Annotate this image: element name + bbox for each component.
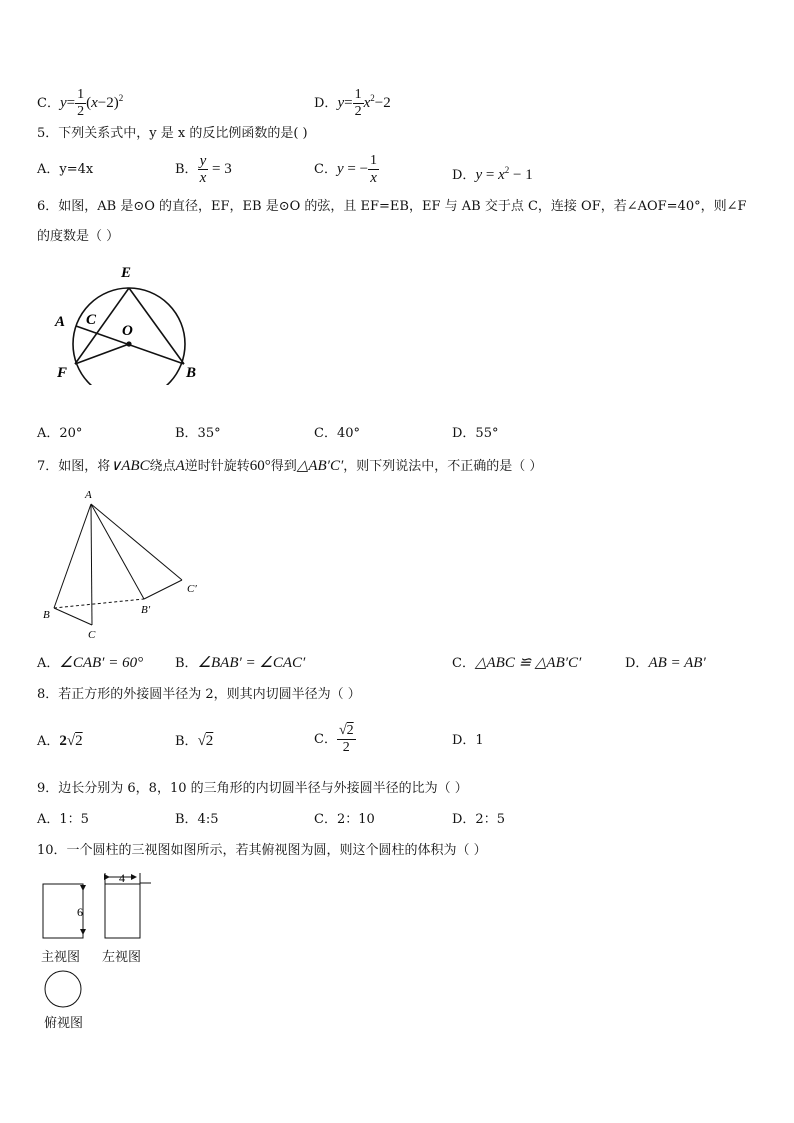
q6-label-c: C <box>86 312 97 328</box>
q5-option-a[interactable]: A．y=4x <box>37 162 94 177</box>
q6-stem-line2: 的度数是（ ） <box>37 229 120 244</box>
q7-label-c1: C′ <box>187 583 197 595</box>
q4-d-fraction: $\frac{1}{2}$ <box>354 87 362 119</box>
q4-option-c[interactable]: C．y= $\frac{1}{2}$ $(x-2)^2$ <box>37 87 124 119</box>
q9-option-d[interactable]: D．2：5 <box>452 812 505 827</box>
q6-option-a[interactable]: A．20° <box>37 426 83 441</box>
q5-option-d-label: D． <box>452 168 476 183</box>
q5-option-d[interactable]: D．$y = x^2 - 1$ <box>452 165 533 183</box>
q6-label-e: E <box>121 265 132 281</box>
q7-label-c: C <box>88 629 96 641</box>
q4-option-d[interactable]: D．y= $\frac{1}{2}$ $x^2-2$ <box>314 87 391 119</box>
q5-option-b-label: B． <box>175 162 198 177</box>
q7-option-c-expr: △ABC ≌ △AB′C′ <box>474 655 582 671</box>
q7-option-a-expr: ∠CAB′ = 60° <box>59 655 144 671</box>
q6-stem-line1: 6．如图，AB 是⊙O 的直径，EF，EB 是⊙O 的弦，且 EF=EB，EF 与 AB 交于点 C，连接 OF，若∠AOF=40°，则∠F <box>37 199 747 214</box>
q8-option-b[interactable]: B．√2 <box>175 733 214 749</box>
q7-rotation-figure <box>38 484 213 644</box>
q8-a-sqrt: √2 <box>66 733 83 749</box>
q7-option-a[interactable]: A．∠CAB′ = 60° <box>37 655 144 671</box>
q5-b-fraction: $\frac{y}{x}$ <box>199 153 207 186</box>
q9-stem: 9．边长分别为 6，8，10 的三角形的内切圆半径与外接圆半径的比为（ ） <box>37 781 468 796</box>
q4-option-d-label: D． <box>314 96 338 111</box>
q10-stem: 10．一个圆柱的三视图如图所示，若其俯视图为圆，则这个圆柱的体积为（ ） <box>37 843 487 858</box>
q5-option-c-label: C． <box>314 162 337 177</box>
q6-label-o: O <box>122 323 133 339</box>
q7-point-a: A <box>175 458 185 474</box>
q7-label-b: B <box>43 609 50 621</box>
q8-stem: 8．若正方形的外接圆半径为 2，则其内切圆半径为（ ） <box>37 687 361 702</box>
q9-option-b[interactable]: B．4:5 <box>175 812 219 827</box>
q5-stem: 5．下列关系式中，y 是 x 的反比例函数的是( ) <box>37 126 308 141</box>
q4-option-d-expr: y <box>337 95 345 111</box>
q9-option-a[interactable]: A．1：5 <box>37 812 89 827</box>
q7-option-b[interactable]: B．∠BAB′ = ∠CAC′ <box>175 655 306 671</box>
q10-width-label: 4 <box>119 871 125 885</box>
q7-triangle-ab1c1: △AB′C′ <box>296 458 344 474</box>
q7-option-b-expr: ∠BAB′ = ∠CAC′ <box>197 655 306 671</box>
q6-option-d[interactable]: D．55° <box>452 426 499 441</box>
q7-label-a: A <box>85 489 92 501</box>
q8-option-c[interactable]: C． $\frac{√2}{2}$ <box>314 723 354 755</box>
q7-label-b1: B′ <box>141 604 151 616</box>
q6-option-c[interactable]: C．40° <box>314 426 360 441</box>
q7-triangle-abc: ∨ABC <box>110 458 150 474</box>
q4-c-fraction: $\frac{1}{2}$ <box>77 87 85 119</box>
q5-option-b[interactable]: B． $\frac{y}{x}$ = 3 <box>175 153 232 186</box>
q6-circle-figure <box>50 260 200 385</box>
q6-label-f: F <box>57 365 68 381</box>
q6-label-b: B <box>186 365 197 381</box>
q5-c-fraction: $\frac{1}{x}$ <box>370 153 378 186</box>
q7-option-d-expr: AB = AB′ <box>648 655 706 671</box>
q10-three-views-figure <box>36 868 166 1018</box>
q8-option-a[interactable]: A．2√2 <box>37 733 83 749</box>
q10-left-view-label: 左视图 <box>102 949 142 964</box>
q4-option-c-label: C． <box>37 96 60 111</box>
q5-option-c[interactable]: C．y = − $\frac{1}{x}$ <box>314 153 378 186</box>
q10-front-view-label: 主视图 <box>41 949 81 964</box>
q8-b-sqrt: √2 <box>197 733 214 749</box>
q4-option-c-expr: y <box>59 95 67 111</box>
q7-option-c[interactable]: C．△ABC ≌ △AB′C′ <box>452 655 582 671</box>
q8-c-fraction: $\frac{√2}{2}$ <box>338 723 354 755</box>
q7-option-d[interactable]: D．AB = AB′ <box>625 655 706 671</box>
q8-option-d[interactable]: D．1 <box>452 733 484 748</box>
q9-option-c[interactable]: C．2：10 <box>314 812 375 827</box>
q6-label-a: A <box>55 314 66 330</box>
q10-height-label: 6 <box>77 905 83 919</box>
q6-option-b[interactable]: B．35° <box>175 426 221 441</box>
q7-stem: 7．如图，将∨ABC绕点A逆时针旋转60°得到△AB′C′，则下列说法中，不正确的是（ ） <box>37 458 543 474</box>
q10-top-view-label: 俯视图 <box>44 1015 84 1030</box>
